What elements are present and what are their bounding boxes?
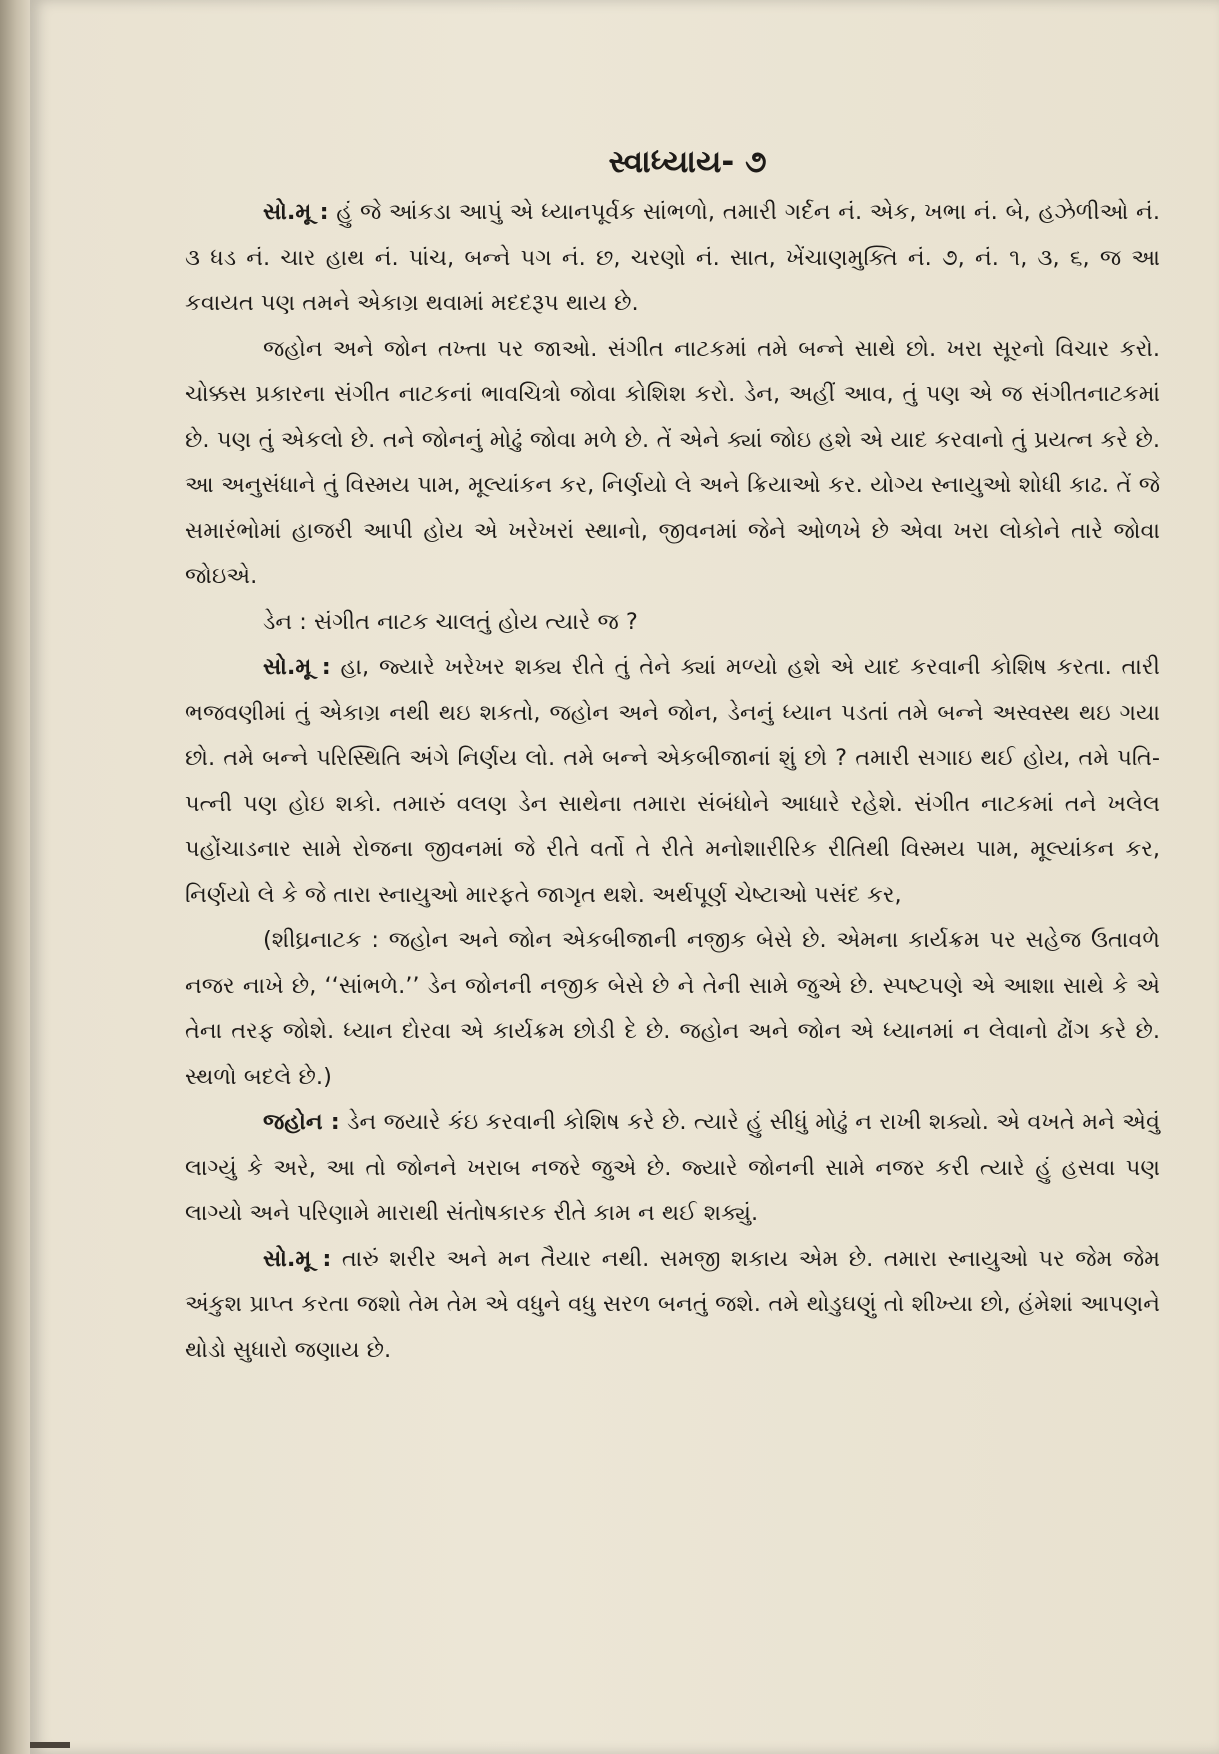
paragraph-text: હું જે આંકડા આપું એ ધ્યાનપૂર્વક સાંભળો, તમારી ગર્દન નં. એક, ખભા નં. બે, હઝેળીઓ નં. ૩ ધડ નં. ચાર હાથ નં. પાંચ, બન્ને પગ નં. છ, ચરણો નં. સાત, ખેંચાણમુક્તિ નં. ૭, નં. ૧, ૩, ૬, જ આ કવાયત પણ તમને એકાગ્ર થવામાં મદદરૂપ થાય છે. [185, 199, 1160, 316]
speaker-label: સો.મૂ : [263, 199, 329, 225]
body-text [185, 140, 1160, 1373]
speaker-label: સો.મૂ : [263, 1245, 332, 1272]
scan-edge-mark [30, 1742, 70, 1748]
paragraph-text: ડેન જયારે કંઇ કરવાની કોશિષ કરે છે. ત્યારે હું સીધું મોઢું ન રાખી શક્યો. એ વખતે મને એવું લાગ્યું કે અરે, આ તો જોનને ખરાબ નજરે જુએ છે. જ્યારે જોનની સામે નજર કરી ત્યારે હું હસવા પણ લાગ્યો અને પરિણામે મારાથી સંતોષકારક રીતે કામ ન થઈ શક્યું. [185, 1109, 1160, 1226]
speaker-label: જહોન : [263, 1109, 340, 1135]
paragraph-text: તારું શરીર અને મન તૈયાર નથી. સમજી શકાય એમ છે. તમારા સ્નાયુઓ પર જેમ જેમ અંકુશ પ્રાપ્ત કરતા જશો તેમ તેમ એ વધુને વધુ સરળ બનતું જશે. તમે થોડુઘણું તો શીખ્યા છો, હંમેશાં આપણને થોડો સુધારો જણાય છે. [185, 1245, 1160, 1363]
paragraph-3 [185, 600, 1160, 646]
paragraph-7 [185, 1237, 1160, 1374]
paragraph-1 [185, 190, 1160, 327]
paragraph-text: (શીઘ્રનાટક : જહોન અને જોન એકબીજાની નજીક બેસે છે. એમના કાર્યક્રમ પર સહેજ ઉતાવળે નજર નાખે છે, ‘‘સાંભળે.’’ ડેન જોનની નજીક બેસે છે ને તેની સામે જુએ છે. સ્પષ્ટપણે એ આશા સાથે કે એ તેના તરફ જોશે. ધ્યાન દોરવા એ કાર્યક્રમ છોડી દે છે. જહોન અને જોન એ ધ્યાનમાં ન લેવાનો ઢોંગ કરે છે. સ્થળો બદલે છે.) [185, 927, 1160, 1090]
page-title: સ્વાધ્યાય- ૭ [608, 144, 767, 180]
paragraph-5 [185, 918, 1160, 1100]
paragraph-6 [185, 1100, 1160, 1237]
paragraph-2 [185, 327, 1160, 600]
document-page [30, 0, 1219, 1754]
speaker-label: સો.મૂ : [263, 654, 331, 680]
paragraph-text: હા, જ્યારે ખરેખર શક્ય રીતે તું તેને ક્યાં મળ્યો હશે એ યાદ કરવાની કોશિષ કરતા. તારી ભજવણીમાં તું એકાગ્ર નથી થઇ શકતો, જહોન અને જોન, ડેનનું ધ્યાન પડતાં તમે બન્ને અસ્વસ્થ થઇ ગયા છો. તમે બન્ને પરિસ્થિતિ અંગે નિર્ણય લો. તમે બન્ને એકબીજાનાં શું છો ? તમારી સગાઇ થઈ હોય, તમે પતિ-પત્ની પણ હોઇ શકો. તમારું વલણ ડેન સાથેના તમારા સંબંધોને આધારે રહેશે. સંગીત નાટકમાં તને ખલેલ પહોંચાડનાર સામે રોજના જીવનમાં જે રીતે વર્તો તે રીતે મનોશારીરિક રીતિથી વિસ્મય પામ, મૂલ્યાંકન કર, નિર્ણયો લે કે જે તારા સ્નાયુઓ મારફતે જાગૃત થશે. અર્થપૂર્ણ ચેષ્ટાઓ પસંદ કર, [185, 654, 1160, 908]
book-spine-edge [0, 0, 30, 1754]
paragraph-text: જહોન અને જોન તખ્તા પર જાઓ. સંગીત નાટકમાં તમે બન્ને સાથે છો. ખરા સૂરનો વિચાર કરો. ચોક્કસ પ્રકારના સંગીત નાટકનાં ભાવચિત્રો જોવા કોશિશ કરો. ડેન, અહીં આવ, તું પણ એ જ સંગીતનાટકમાં છે. પણ તું એકલો છે. તને જોનનું મોઢું જોવા મળે છે. તેં એને ક્યાં જોઇ હશે એ યાદ કરવાનો તું પ્રયત્ન કરે છે. આ અનુસંધાને તું વિસ્મય પામ, મૂલ્યાંકન કર, નિર્ણયો લે અને ક્રિયાઓ કર. યોગ્ય સ્નાયુઓ શોધી કાઢ. તેં જે સમારંભોમાં હાજરી આપી હોય એ ખરેખરાં સ્થાનો, જીવનમાં જેને ઓળખે છે એવા ખરા લોકોને તારે જોવા જોઇએ. [185, 335, 1160, 589]
paragraph-4 [185, 645, 1160, 918]
paragraph-text: ડેન : સંગીત નાટક ચાલતું હોય ત્યારે જ ? [263, 608, 638, 635]
